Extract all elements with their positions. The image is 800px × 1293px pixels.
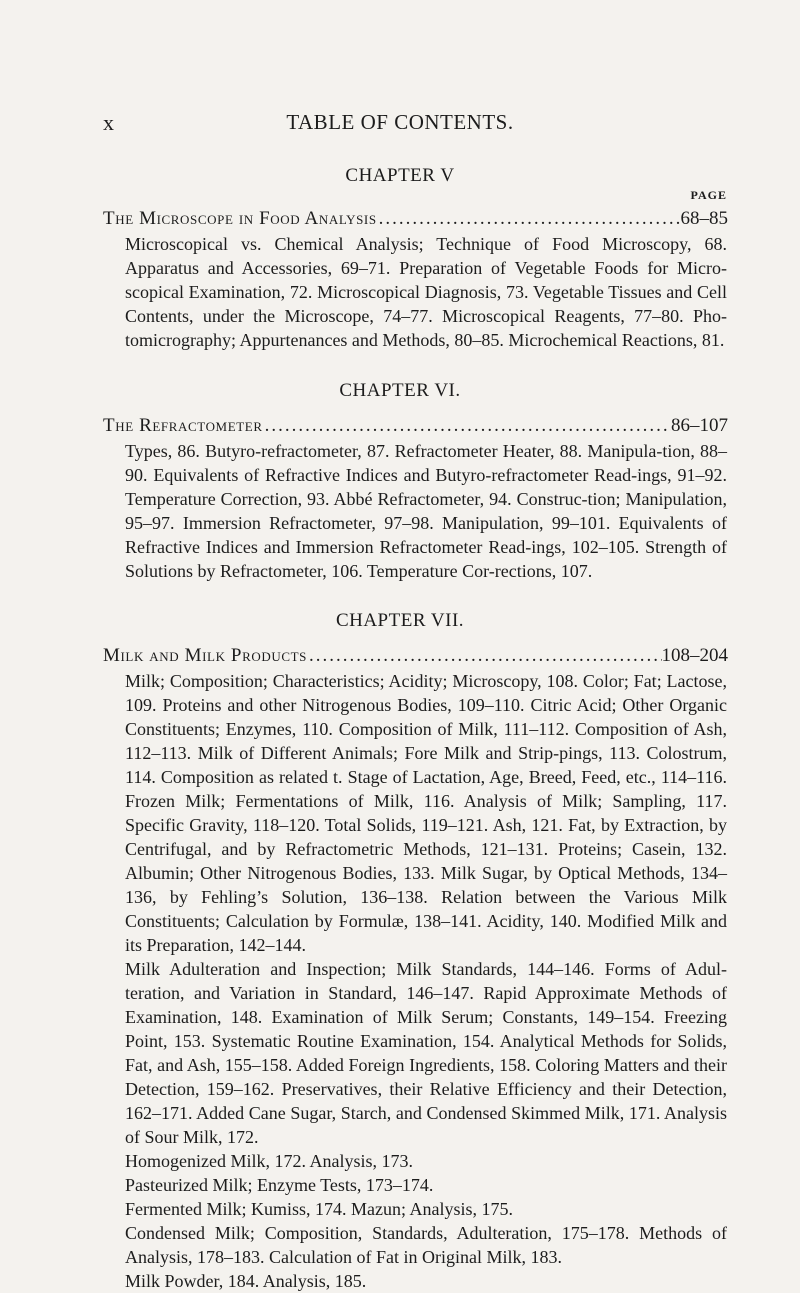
chapter-6-summary (125, 439, 727, 583)
chapter-7-paragraph: Pasteurized Milk; Enzyme Tests, 173–174. (125, 1175, 434, 1195)
chapter-6-entry (103, 415, 728, 439)
chapter-5-heading: CHAPTER V (345, 165, 455, 186)
chapter-5-summary (125, 232, 727, 352)
leader-dots (307, 645, 662, 667)
chapter-5-entry (103, 208, 728, 232)
chapter-5-summary-text: Microscopical vs. Chemical Analysis; Technique of Food Microscopy, 68. Apparatus and Accessories, 69–71. Preparation of Vegetable Foods for Micro-scopical Examination, 72. Microscopical Diagnosis, 73. Vegetable Tissues and Cell Contents, under the Microscope, 74–77. Microscopical Reagents, 77–80. Pho-tomicrography; Appurtenances and Methods, 80–85. Microchemical Reactions, 81. (125, 234, 727, 350)
chapter-7-pages: 108–204 (661, 645, 728, 666)
running-title: TABLE OF CONTENTS. (286, 110, 514, 134)
chapter-5-title: The Microscope in Food Analysis (103, 208, 377, 229)
chapter-7-paragraph: Milk Powder, 184. Analysis, 185. (125, 1271, 367, 1291)
chapter-7-heading: CHAPTER VII. (335, 610, 465, 631)
chapter-6-title: The Refractometer (103, 415, 263, 436)
leader-dots (263, 415, 671, 437)
chapter-6-pages: 86–107 (671, 415, 728, 436)
chapter-7-title: Milk and Milk Products (103, 645, 307, 666)
leader-dots (377, 208, 681, 230)
chapter-6-summary-text: Types, 86. Butyro-refractometer, 87. Refractometer Heater, 88. Manipula-tion, 88–90. Equivalents of Refractive Indices and Butyro-refractometer Read-ings, 91–92. Temperature Correction, 93. Abbé Refractometer, 94. Construc-tion; Manipulation, 95–97. Immersion Refractometer, 97–98. Manipulation, 99–101. Equivalents of Refractive Indices and Immersion Refractometer Read-ings, 102–105. Strength of Solutions by Refractometer, 106. Temperature Cor-rections, 107. (125, 441, 727, 581)
chapter-7-paragraph: Milk Adulteration and Inspection; Milk Standards, 144–146. Forms of Adul-teration, and Variation in Standard, 146–147. Rapid Approximate Methods of Examination, 148. Examination of Milk Serum; Constants, 149–154. Freezing Point, 153. Systematic Routine Examination, 154. Analytical Methods for Solids, Fat, and Ash, 155–158. Added Foreign Ingredients, 158. Coloring Matters and their Detection, 159–162. Preservatives, their Relative Efficiency and their Detection, 162–171. Added Cane Sugar, Starch, and Condensed Skimmed Milk, 171. Analysis of Sour Milk, 172. (125, 959, 727, 1147)
chapter-7-paragraph: Condensed Milk; Composition, Standards, Adulteration, 175–178. Methods of Analysis, 178–183. Calculation of Fat in Original Milk, 183. (125, 1223, 727, 1267)
chapter-6-heading: CHAPTER VI. (339, 380, 461, 401)
chapter-5-pages: 68–85 (680, 208, 728, 229)
chapter-7-entry (103, 645, 728, 669)
chapter-7-paragraph: Homogenized Milk, 172. Analysis, 173. (125, 1151, 413, 1171)
chapter-7-paragraph: Fermented Milk; Kumiss, 174. Mazun; Analysis, 175. (125, 1199, 513, 1219)
chapter-7-paragraph: Milk; Composition; Characteristics; Acidity; Microscopy, 108. Color; Fat; Lactose, 109. Proteins and other Nitrogenous Bodies, 109–110. Citric Acid; Other Organic Constituents; Enzymes, 110. Composition of Milk, 111–112. Composition of Ash, 112–113. Milk of Different Animals; Fore Milk and Strip-pings, 113. Colostrum, 114. Composition as related t. Stage of Lactation, Age, Breed, Feed, etc., 114–116. Frozen Milk; Fermentations of Milk, 116. Analysis of Milk; Sampling, 117. Specific Gravity, 118–120. Total Solids, 119–121. Ash, 121. Fat, by Extraction, by Centrifugal, and by Refractometric Methods, 121–131. Proteins; Casein, 132. Albumin; Other Nitrogenous Bodies, 133. Milk Sugar, by Optical Methods, 134–136, by Fehling’s Solution, 136–138. Relation between the Various Milk Constituents; Calculation by Formulæ, 138–141. Acidity, 140. Modified Milk and its Preparation, 142–144. (125, 671, 727, 955)
page-number: x (103, 110, 115, 135)
page-column-label: PAGE (690, 188, 727, 202)
chapter-7-summary (125, 669, 727, 1293)
running-head (0, 110, 800, 140)
